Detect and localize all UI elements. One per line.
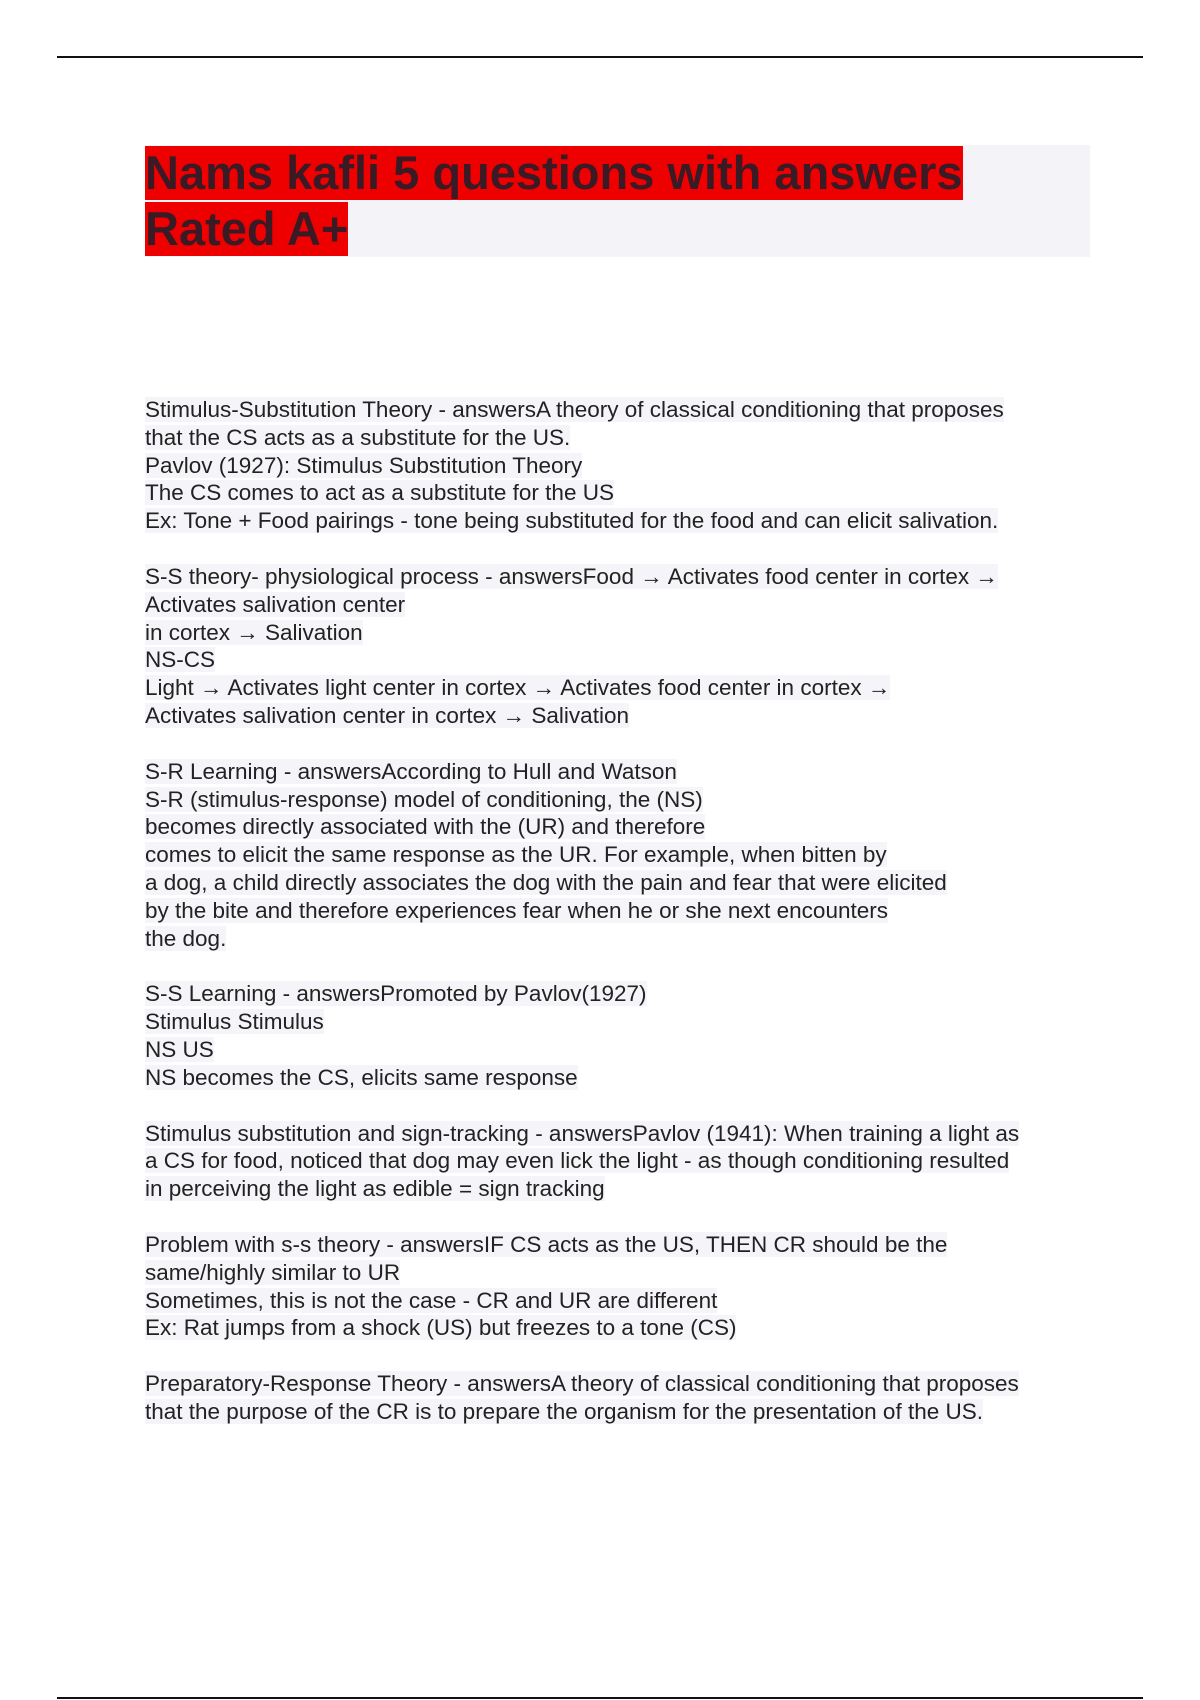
entry-line: [145, 1287, 1105, 1315]
entry-line-text: Stimulus Stimulus: [145, 1009, 324, 1035]
qa-entry: [145, 1370, 1105, 1426]
entry-line: [145, 1147, 1105, 1175]
entry-line: [145, 674, 1105, 702]
entry-line: [145, 897, 1105, 925]
entry-line-text: Sometimes, this is not the case - CR and UR are different: [145, 1287, 718, 1313]
entry-line: [145, 1064, 1105, 1092]
entry-line-text: Activates salivation center: [145, 591, 406, 617]
entry-line: [145, 479, 1105, 507]
entry-line: [145, 424, 1105, 452]
entry-line-text: in perceiving the light as edible = sign tracking: [145, 1176, 605, 1202]
entry-line-text: Problem with s-s theory - answersIF CS acts as the US, THEN CR should be the: [145, 1231, 948, 1257]
entry-line: [145, 813, 1105, 841]
entry-line: [145, 619, 1105, 647]
entry-line-text: Stimulus substitution and sign-tracking - answersPavlov (1941): When training a light as: [145, 1120, 1020, 1146]
entry-line-text: the dog.: [145, 925, 227, 951]
entry-line-text: comes to elicit the same response as the UR. For example, when bitten by: [145, 842, 887, 868]
title-box: [145, 145, 1090, 257]
entry-line-text: Stimulus-Substitution Theory - answersA theory of classical conditioning that proposes: [145, 397, 1004, 422]
qa-entry: [145, 980, 1105, 1091]
entry-line: [145, 1008, 1105, 1036]
entry-line: [145, 591, 1105, 619]
entry-line: [145, 507, 1105, 535]
entry-line: [145, 646, 1105, 674]
entry-line: [145, 396, 1105, 424]
entry-line: [145, 1120, 1105, 1148]
qa-entry: [145, 563, 1105, 730]
entry-line-text: same/highly similar to UR: [145, 1259, 401, 1285]
entry-line: [145, 841, 1105, 869]
entry-line-text: NS becomes the CS, elicits same response: [145, 1064, 578, 1090]
entry-line: [145, 1259, 1105, 1287]
entry-line-text: Ex: Tone + Food pairings - tone being substituted for the food and can elicit salivation.: [145, 508, 999, 534]
entry-line: [145, 563, 1105, 591]
entry-line-text: Activates salivation center in cortex → Salivation: [145, 702, 629, 728]
entry-line-text: that the CS acts as a substitute for the US.: [145, 424, 571, 450]
entry-line-text: NS US: [145, 1036, 214, 1062]
page-title: [145, 145, 1090, 257]
entry-line-text: that the purpose of the CR is to prepare the organism for the presentation of the US.: [145, 1398, 983, 1424]
entry-line: [145, 1314, 1105, 1342]
entry-line-text: becomes directly associated with the (UR) and therefore: [145, 814, 706, 840]
entry-line: [145, 758, 1105, 786]
entry-line-text: by the bite and therefore experiences fear when he or she next encounters: [145, 897, 888, 923]
entry-line-text: S-S theory- physiological process - answersFood → Activates food center in cortex →: [145, 563, 998, 589]
title-line-1: Nams kafli 5 questions with answers: [145, 146, 963, 199]
entry-line-text: in cortex → Salivation: [145, 619, 363, 645]
entry-line-text: Pavlov (1927): Stimulus Substitution Theory: [145, 452, 583, 478]
entry-line-text: a CS for food, noticed that dog may even lick the light - as though conditioning resulted: [145, 1148, 1010, 1174]
top-rule: [57, 56, 1143, 58]
entry-line-text: S-S Learning - answersPromoted by Pavlov(1927): [145, 981, 647, 1007]
entry-line: [145, 1231, 1105, 1259]
entry-line: [145, 1036, 1105, 1064]
qa-entry: [145, 1231, 1105, 1342]
document-body: [145, 396, 1105, 1454]
entry-line: [145, 980, 1105, 1008]
qa-entry: [145, 1120, 1105, 1203]
entry-line: [145, 925, 1105, 953]
entry-line-text: S-R (stimulus-response) model of conditioning, the (NS): [145, 786, 703, 812]
title-line-2: Rated A+: [145, 202, 349, 255]
qa-entry: [145, 396, 1105, 535]
entry-line-text: a dog, a child directly associates the dog with the pain and fear that were elicited: [145, 869, 947, 895]
entry-line: [145, 702, 1105, 730]
entry-line: [145, 786, 1105, 814]
entry-line-text: Preparatory-Response Theory - answersA theory of classical conditioning that proposes: [145, 1371, 1019, 1397]
entry-line: [145, 1175, 1105, 1203]
entry-line-text: Ex: Rat jumps from a shock (US) but freezes to a tone (CS): [145, 1315, 737, 1341]
entry-line-text: The CS comes to act as a substitute for the US: [145, 480, 614, 506]
qa-entry: [145, 758, 1105, 953]
bottom-rule: [57, 1697, 1143, 1699]
entry-line-text: Light → Activates light center in cortex → Activates food center in cortex →: [145, 675, 891, 701]
entry-line-text: S-R Learning - answersAccording to Hull and Watson: [145, 758, 677, 784]
entry-line-text: NS-CS: [145, 647, 216, 673]
entry-line: [145, 1398, 1105, 1426]
entry-line: [145, 1370, 1105, 1398]
entry-line: [145, 869, 1105, 897]
entry-line: [145, 452, 1105, 480]
